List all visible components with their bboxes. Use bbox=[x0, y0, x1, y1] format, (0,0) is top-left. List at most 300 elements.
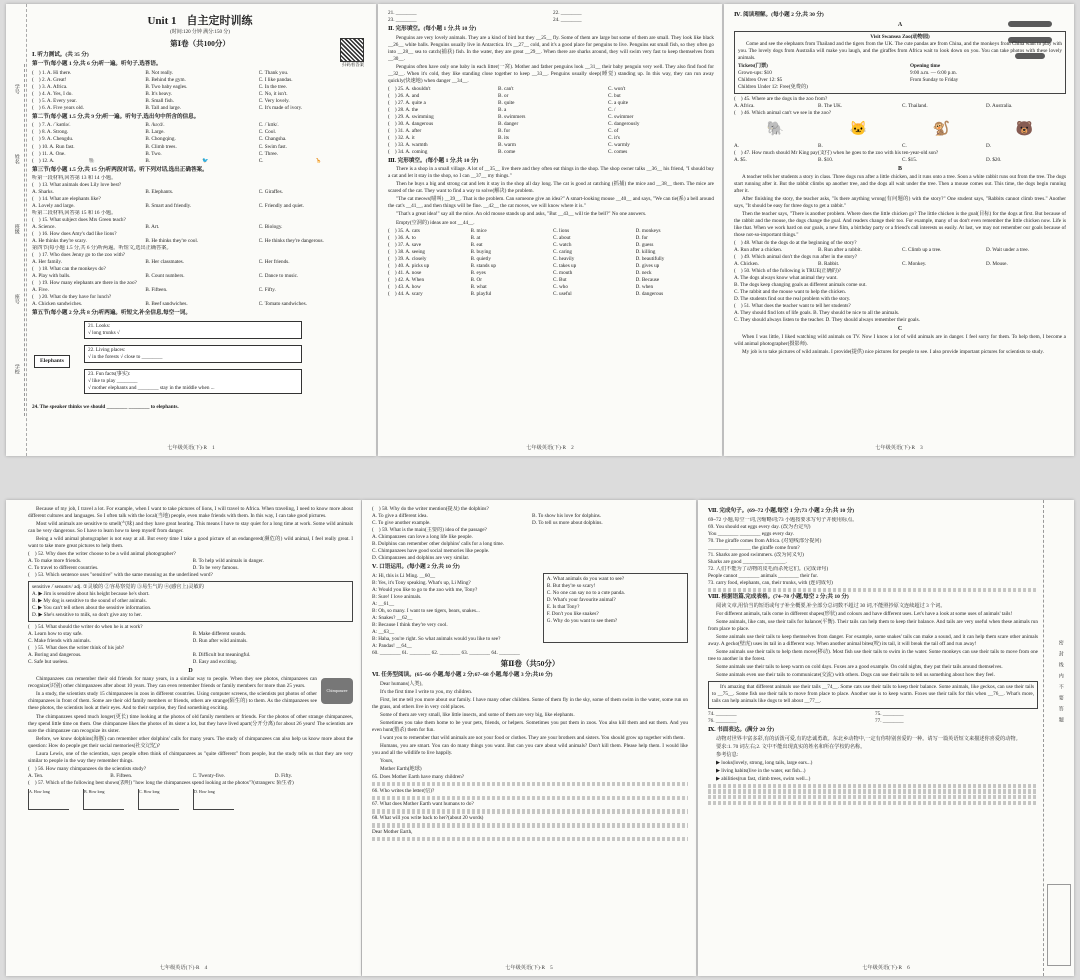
reading-passage bbox=[734, 174, 1066, 239]
question-line: ( ) 48. What do the dogs do at the beginning of the story? bbox=[734, 240, 857, 247]
option: ( ) 6. A. Five years old. bbox=[32, 104, 84, 111]
question-line: People cannot ________ animals ________ their fur. bbox=[708, 572, 818, 579]
option: D. Run after wild animals. bbox=[192, 638, 248, 645]
question-line: A: Pandas! __64__ bbox=[372, 642, 412, 649]
chart-options bbox=[28, 789, 353, 810]
option: C. mouth bbox=[553, 269, 573, 276]
option: C. Climb up a tree. bbox=[902, 247, 942, 254]
option: C. Cool. bbox=[258, 129, 277, 136]
option: C. Twenty-five. bbox=[192, 772, 226, 779]
options-row bbox=[388, 263, 714, 270]
exam-page-6 bbox=[698, 500, 1074, 976]
paragraph: "The cat meows(喵叫) __39__. That is the problem. Can someone give an idea?" A smart-looking mouse __40__ and says, "We can tie(系) a bell around the cat's __41__, and then things will be fine. __42__ the cat moves, we will know where it is." bbox=[388, 196, 714, 210]
question-list bbox=[708, 524, 1038, 587]
page-footer: 七年级英语(下)·R 4 bbox=[159, 964, 208, 971]
exam-page-5 bbox=[362, 500, 696, 976]
answer-line[interactable] bbox=[372, 823, 688, 827]
options-row bbox=[28, 652, 353, 659]
question-line: ( ) 16. How does Amy's dad like lions? bbox=[32, 231, 117, 238]
option: ( ) 27. A. quite a bbox=[388, 99, 426, 106]
question-line: A: Snakes? __62__ bbox=[372, 614, 413, 621]
options-row bbox=[32, 301, 368, 308]
question-line: D. The students find out the real problem with the story. bbox=[734, 296, 851, 303]
time-score-info: (时间:120 分钟 满分:150 分) bbox=[170, 29, 230, 35]
zoo-ad-box bbox=[734, 31, 1066, 94]
option: ( ) 1. A. Hi there. bbox=[32, 69, 72, 76]
option: B. Make different sounds. bbox=[192, 631, 247, 638]
option: C. It's made of ivory. bbox=[258, 104, 303, 111]
option: A. Chicken sandwiches. bbox=[32, 301, 83, 308]
bird-icon: 🐦 bbox=[202, 157, 209, 164]
chart-option-a: A. How long bbox=[28, 789, 69, 810]
option: D. when bbox=[635, 283, 654, 290]
question-line: ( ) 59. What is the main(主要的) idea of the passage? bbox=[372, 527, 487, 534]
question-line: 72. 人们不能为了动物的皮毛而杀死它们。(完成译句) bbox=[708, 565, 829, 572]
question-line: ( ) 55. What does the writer think of his job? bbox=[28, 645, 125, 652]
options-row bbox=[32, 91, 368, 98]
paragraph: There is a shop in a small village. A lot of __35__ live there and they often eat things in the shop. The shop owner talks __36__ his friend, "I should buy a cat and let it stay in the shop, so I can __37__ my things." bbox=[388, 166, 714, 180]
option: B. or bbox=[498, 92, 509, 99]
question: ( ) 46. Which animal can't we see in the zoo? bbox=[734, 109, 832, 116]
animal-picture-options bbox=[734, 120, 1066, 140]
volume-heading: 第Ⅱ卷（共50分） bbox=[500, 658, 560, 668]
answer-line[interactable] bbox=[372, 809, 688, 813]
answer-line[interactable] bbox=[372, 782, 688, 786]
answer-blanks: 74. ________ 75. ________ bbox=[708, 711, 904, 718]
option: C. Biology. bbox=[258, 224, 283, 231]
options-row bbox=[388, 100, 714, 107]
question-line: B: Because I think they're very cool. bbox=[372, 621, 448, 628]
question-line: ( ) 15. What subject does Mrs Green teach? bbox=[32, 217, 126, 224]
option: B. To show his love for dolphins. bbox=[532, 513, 601, 520]
paragraph: Sometimes you take them home to be your pets, friends, or helpers. Sometimes you put them in zoos. You also kill them and eat them. And you even hunt(猎杀) them for fun. bbox=[372, 719, 688, 733]
question-line: 69. You should eat eggs every day. (改为否定句) bbox=[708, 523, 811, 530]
question-24: 24. The speaker thinks we should ________ ________ to elephants. bbox=[32, 403, 179, 410]
option-list bbox=[388, 86, 714, 156]
answer-blanks: 21. ________ 22. ________ bbox=[388, 10, 582, 16]
options-row bbox=[32, 224, 368, 231]
options-row bbox=[28, 659, 353, 666]
option: A. To make more friends. bbox=[28, 558, 82, 565]
seal-column bbox=[1043, 500, 1074, 976]
option: D. neck bbox=[635, 269, 652, 276]
options-row bbox=[388, 142, 714, 149]
option: ( ) 4. A. Yes, I do. bbox=[32, 90, 73, 97]
option: C. Changsha. bbox=[258, 136, 287, 143]
paragraph: 参考信息: bbox=[716, 751, 739, 758]
options-row bbox=[28, 631, 353, 638]
options-row bbox=[32, 259, 368, 266]
options-row bbox=[32, 70, 368, 77]
option: C. Fifty. bbox=[258, 287, 276, 294]
sidebar-label: 学校 bbox=[13, 364, 19, 374]
paragraph: Dear humans(人类), bbox=[380, 680, 423, 687]
options-row bbox=[388, 242, 714, 249]
paragraph: Some animals use their tails to keep themselves from danger. For example, some snakes' tails can make a sound, and it can help them scare other animals away. A gecko(壁虎) uses its tail in a different way. When another animal bites(咬) its tail, it will break the tail off and run away! bbox=[708, 633, 1038, 647]
option: D. To tell us more about dolphins. bbox=[532, 520, 603, 527]
option: A. He thinks they're scary. bbox=[32, 238, 87, 245]
options-row bbox=[388, 107, 714, 114]
option: B. what bbox=[470, 283, 487, 290]
ticket-info: Tickets(门票) Grown-ups: $10 Children Over 12: $5 Children Under 12: Free(免费的) Opening time 9:00 a.m. — 6:00 p.m. From Sunday to Friday bbox=[738, 62, 959, 90]
option: C. In the tree. bbox=[258, 83, 288, 90]
paragraph: Humans, you are smart. You can do many things you want. But can you care about wild animals? Don't kill them. Please help them. I would like you and all the wildlife to live happily. bbox=[372, 742, 688, 756]
option: A. Run after a chicken. bbox=[734, 247, 783, 254]
option: C. But bbox=[553, 276, 567, 283]
section-heading: Ⅰ. 听力测试。(共 35 分) bbox=[32, 51, 89, 58]
question-list bbox=[32, 182, 368, 308]
mind-map-branch: 21. Looks: √ long trunks √ bbox=[84, 321, 302, 339]
section-heading: Ⅵ. 任务型阅读。(65~66 小题,每小题 2 分;67~68 小题,每小题 3 分;共10 分) bbox=[372, 671, 553, 678]
question-line: ( ) 20. What do they have for lunch? bbox=[32, 294, 112, 301]
option: B. Not really. bbox=[145, 69, 174, 76]
option: C. it's bbox=[608, 134, 620, 141]
bear-icon: 🐻 bbox=[1015, 121, 1034, 137]
option: B. buying bbox=[470, 248, 491, 255]
page-footer: 七年级英语(下)·R 5 bbox=[505, 964, 553, 971]
summary-box: It's amazing that different animals use their tails __74__. Some cats use their tails to keep their balance. Some animals, like geckos, can use their tails to __75__. Some fish use their tails to move from place to place. Another use is to keep warm. Foxes use their tails for this when __76__. What's more, tails can help animals like dogs to tell about __77__. bbox=[708, 681, 1038, 709]
options: A. Africa. B. The UK. C. Thailand. D. Australia. bbox=[734, 102, 1013, 109]
passage-label: C bbox=[897, 326, 903, 333]
question-line: Dear Mother Earth, bbox=[372, 828, 413, 835]
option: A. Chicken. bbox=[734, 261, 759, 268]
option: C. Her friends. bbox=[258, 259, 290, 266]
answer-line[interactable] bbox=[708, 784, 1038, 788]
option: B. Two baby eagles. bbox=[145, 83, 188, 90]
paragraph: First, let me tell you more about our family. I have many other children. Some of them fly in the sky, some of them swim in the water, some run on the grass, and others live in very cold places. bbox=[372, 696, 688, 710]
option: ( ) 5. A. Every year. bbox=[32, 97, 77, 104]
option: B. mice bbox=[470, 227, 487, 234]
option: D. Wait under a tree. bbox=[986, 247, 1029, 254]
question-line: ( ) 53. Which sentence uses "sensitive" with the same meaning as the underlined word? bbox=[28, 572, 213, 579]
paragraph: For different animals, tails come in different shapes(形状) and colours and have different uses. Let's have a look at some uses of animals' tails! bbox=[716, 610, 1013, 617]
question-line: A: __63__ bbox=[372, 628, 395, 635]
options-row bbox=[28, 565, 353, 572]
option: D. gives up bbox=[635, 262, 660, 269]
section-subheading: 第二节(每小题 1.5 分,共 9 分)听一遍。听句子,选出句中所含的信息。 bbox=[32, 113, 200, 120]
options-row bbox=[388, 270, 714, 277]
option: B. Climb trees. bbox=[145, 143, 177, 150]
option: D. Mouse. bbox=[986, 261, 1008, 268]
question-line: ( ) 54. What should the writer do when he is at work? bbox=[28, 624, 143, 631]
section-heading: Ⅸ. 书面表达。(满分 20 分) bbox=[708, 727, 774, 734]
option: B. quietly bbox=[470, 255, 491, 262]
option: D. Easy and exciting. bbox=[192, 659, 238, 666]
page-footer: 七年级英语(下)·R 3 bbox=[875, 444, 923, 451]
option: B. come bbox=[498, 148, 516, 155]
option: B. Fifteen. bbox=[110, 772, 133, 779]
section-heading: Ⅷ. 根据语篇,完成表格。(74~78 小题,每空 2 分;共 10 分) bbox=[708, 594, 849, 601]
mind-map bbox=[32, 321, 368, 401]
option: C. Monkey. bbox=[902, 261, 927, 268]
mind-map-branch: 22. Living places: √ in the forests √ close to ________ bbox=[84, 345, 302, 363]
question-line: ( ) 17. Who does Jenny go to the zoo with? bbox=[32, 252, 125, 259]
exam-page-1 bbox=[6, 4, 376, 456]
sidebar-label: 座号 bbox=[13, 294, 19, 304]
question-line: Sharks are good ________ ________. bbox=[708, 558, 787, 565]
question-list bbox=[32, 122, 368, 157]
question-line: D. Chimpanzees and dolphins are very similar. bbox=[372, 555, 470, 562]
question-line: A. What animals do you want to see? bbox=[546, 575, 625, 582]
question-line: 听第二段材料,回答第 15 和 16 小题。 bbox=[32, 210, 117, 217]
options-row bbox=[32, 144, 368, 151]
answer-line[interactable] bbox=[372, 796, 688, 800]
cloze-passage bbox=[388, 166, 714, 226]
option: C. / bbox=[608, 106, 616, 113]
option: B. quite bbox=[498, 99, 515, 106]
question-list bbox=[734, 240, 1066, 324]
options-row bbox=[388, 114, 714, 121]
paragraph: Then the teacher says, "There is another problem. Where does the little chicken go? The little chicken is the goal(目标) for the dogs at first. But because of the rabbit and the mouse, the dogs change the goal. And readers change their too. For example, many of us don't even remember the little chicken now. Life is like that. When we work hard on our goals, a new film, a birthday party or a friend's call interests us easily. At last, we may not remember our goals because of those not-so-important things." bbox=[734, 211, 1066, 239]
options-row bbox=[734, 261, 1066, 268]
question-list bbox=[28, 551, 353, 579]
options-row bbox=[388, 277, 714, 284]
question-line: A: Hi, this is Li Ming. __60__ bbox=[372, 572, 436, 579]
question-line: ________ ________ the giraffe come from? bbox=[708, 544, 800, 551]
option: D. Fifty. bbox=[274, 772, 293, 779]
paragraph: A teacher tells her students a story in class. Three dogs run after a little chicken, and it runs onto a tree. Soon a white rabbit runs out from the tree. The dogs start running after it. But the rabbit climbs up another tree, and the dogs all wait under the tree. Then a mouse comes out. This time, the dogs begin running after it. bbox=[734, 173, 1066, 194]
option: B. Run after a rabbit. bbox=[818, 247, 862, 254]
option: D. guess bbox=[635, 241, 654, 248]
answer-blanks: 76. ________ 77. ________ bbox=[708, 718, 904, 725]
option: D. killing bbox=[635, 248, 656, 255]
options-row bbox=[388, 228, 714, 235]
option: C. dangerously bbox=[608, 120, 640, 127]
paragraph: After finishing the story, the teacher asks, "Is there anything wrong(有问题的) with the story?" One student says, "Rabbits cannot climb trees." Another says, "It should be easy for three dogs to get a rabbit." bbox=[734, 196, 1066, 210]
option: B. its bbox=[498, 134, 509, 141]
paragraph: Before, we know dolphins(海豚) can remember other dolphins' calls for many years. The study of chimpanzees can also help us know more about the question: How do people get their social memories(社交记忆)? bbox=[28, 735, 353, 749]
option: C. /ˈkʊk/. bbox=[258, 122, 279, 129]
option: D. dangerous bbox=[635, 290, 664, 297]
letter-passage bbox=[372, 681, 688, 773]
monkey-icon: 🐒 bbox=[932, 121, 951, 137]
option: ( ) 37. A. save bbox=[388, 241, 421, 248]
options-row bbox=[32, 287, 368, 294]
option: C. Tomato sandwiches. bbox=[258, 301, 307, 308]
section-subheading: 第五节(每小题 2 分,共 8 分)听两遍。听短文,补全信息,每空一词。 bbox=[32, 310, 191, 317]
paragraph: Some of them are very small, like little insects, and some of them are very big, like elephants. bbox=[380, 711, 575, 718]
question-line: 65. Does Mother Earth have many children? bbox=[372, 773, 465, 780]
paragraph: The chimpanzees spend much longer(更长) time looking at the photos of old family members or friends. For the photos of other strange chimpanzees, they spend little time on them. One chimpanzee likes the photos of its sister a lot, but they have lived apart(分开分离) for about 26 years! The scientists are sure the chimpanzee can recognize its sister. bbox=[28, 713, 353, 734]
option: B. a bbox=[498, 106, 507, 113]
option: C. Swim fast. bbox=[258, 143, 287, 150]
options-row bbox=[32, 136, 368, 143]
answer-line[interactable] bbox=[708, 789, 1038, 793]
option: C. Very lovely. bbox=[258, 97, 290, 104]
question-line: ( ) 52. Why does the writer choose to be a wild animal photographer? bbox=[28, 551, 176, 558]
score-grid bbox=[1047, 884, 1071, 966]
question-line: F. Don't you like snakes? bbox=[546, 610, 599, 617]
options-row bbox=[372, 513, 688, 520]
page-footer: 七年级英语(下)·R 1 bbox=[167, 444, 215, 451]
question-line: 第四节(每小题 1.5 分,共 6 分)听两遍。听短文,选出正确答案。 bbox=[32, 245, 172, 252]
reading-passage bbox=[28, 506, 353, 550]
question-line: ( ) 57. Which of the following best shows(表明) "how long the chimpanzees spend looking at the photos"?(strangers: 陌生者) bbox=[28, 779, 294, 786]
question-list bbox=[28, 766, 353, 787]
question-line: G. Why do you want to see them? bbox=[546, 617, 618, 624]
question-line: B: Haha, you're right. So what animals would you like to see? bbox=[372, 635, 501, 642]
box-text: Come and see the elephants from Thailand and the tigers from the UK. The cute pandas are from China, and the monkeys from China want to play with you. The lovely dogs from Australia will make you laugh, and the giraffes from Africa wait to look down on you. You can take photos with these lovely animals. bbox=[738, 40, 1062, 61]
question-line: C. No one can say no to a cute panda. bbox=[546, 589, 625, 596]
options-row bbox=[28, 773, 353, 780]
question: ( ) 47. How much should Mr King pay(支付) when he goes to the zoo with his ten-year-old son? bbox=[734, 149, 939, 156]
option: ( ) 29. A. swimming bbox=[388, 113, 434, 120]
option: ( ) 41. A. nose bbox=[388, 269, 422, 276]
option: C. warmly bbox=[608, 141, 630, 148]
options-row bbox=[388, 128, 714, 135]
question-line: C. They should always listen to the teacher. D. They should always remember their goals. bbox=[734, 317, 920, 324]
options-row bbox=[388, 249, 714, 256]
paragraph: Because of my job, I travel a lot. For example, when I want to take pictures of lions, I will travel to Africa. When traveling, I need to know more about different cultures and languages. So I often talk with the local(当地) people, even make friends with them. In this way, I can take good pictures. bbox=[28, 506, 353, 520]
page-title: Unit 1 自主定时训练 bbox=[147, 15, 253, 27]
answer-line[interactable] bbox=[708, 795, 1038, 799]
option: B. /kəːd/. bbox=[145, 122, 165, 129]
option: ( ) 9. A. Chengdu. bbox=[32, 136, 74, 143]
options-row bbox=[32, 98, 368, 105]
sidebar-label: 姓名 bbox=[13, 154, 19, 164]
option: B. warm bbox=[498, 141, 516, 148]
option: B. Chongqing. bbox=[145, 136, 176, 143]
option: B. eyes bbox=[470, 269, 486, 276]
section-heading: Ⅴ. 口语运用。(每小题 2 分,共 10 分) bbox=[372, 564, 460, 571]
dialogue-options bbox=[543, 573, 688, 643]
options-row bbox=[388, 93, 714, 100]
option: C. useful bbox=[553, 290, 572, 297]
options-row bbox=[32, 238, 368, 245]
option: ( ) 43. A. how bbox=[388, 283, 421, 290]
mind-map-center: Elephants bbox=[34, 355, 70, 369]
section-heading: Ⅲ. 完形填空。(每小题 1 分,共 10 分) bbox=[388, 157, 479, 164]
option: ( ) 8. A. Strong. bbox=[32, 129, 69, 136]
option: C. caring bbox=[553, 248, 573, 255]
paragraph: My job is to take pictures of wild animals. I provide(提供) nice pictures for people to see. I also provide important pictures for scientists to study. bbox=[742, 349, 1044, 356]
option: A. Five. bbox=[32, 287, 49, 294]
volume-heading: 第Ⅰ卷（共100分） bbox=[170, 38, 230, 48]
paragraph: ▶ living habits(live in the water, eat fish...) bbox=[716, 767, 806, 774]
box-title: Visit Swansea Zoo(动物园) bbox=[870, 33, 930, 40]
question-line: ( ) 50. Which of the following is TRUE(正确的)? bbox=[734, 268, 841, 275]
paragraph: 动物对世界丰富多彩,有的活泼可爱,有的忠诚勇敢。东北乡动物中,一定有你特别喜爱的一种。请写一篇英语短文来描述你喜爱的动物。 bbox=[716, 735, 1021, 742]
option: C. Safe but useless. bbox=[28, 659, 69, 666]
page-footer: 七年级英语(下)·R 6 bbox=[862, 964, 910, 971]
option: B. Art. bbox=[145, 224, 160, 231]
question-line: B. Dolphins can remember other dolphins' calls for a long time. bbox=[372, 541, 505, 548]
question-line: ( ) 49. Which animal don't the dogs run after in the story? bbox=[734, 254, 858, 261]
option: C. Giraffes. bbox=[258, 189, 283, 196]
exam-page-3 bbox=[724, 4, 1074, 456]
option: A. To give a different idea. bbox=[372, 513, 428, 520]
option: B. Elephants. bbox=[145, 189, 174, 196]
option: B. can't bbox=[498, 85, 514, 92]
paragraph: Then he buys a big and strong cat and lets it stay in the shop all day long. The cat is good at catching (抓捕) the mice and __38__ them. The mice are scared of the cat. They want to find a way to solve(解决) the problem. bbox=[388, 181, 714, 195]
option: B. Her classmates. bbox=[145, 259, 184, 266]
option: D. for bbox=[635, 234, 648, 241]
option: D. beautifully bbox=[635, 255, 665, 262]
option: ( ) 44. A. scary bbox=[388, 290, 423, 297]
elephant-icon: 🐘 bbox=[88, 157, 96, 164]
option: C. Thank you. bbox=[258, 69, 289, 76]
sidebar-label: 班级 bbox=[13, 224, 19, 234]
options-row bbox=[28, 638, 353, 645]
paragraph: Penguins are very lovely animals. They are a kind of bird but they __25__ fly. Some of them are large but some of them are small. They look like black __26__ white balls. Penguins usually live in Antarctica. It's __27__ cold, and it's a good place for penguins to live. Penguins eat small fish, so they often go into __28__ sea to catch(捕获) fish. In the water, they are great __29__. When there are sharks around, they will swim very fast to keep themselves from __30__. bbox=[388, 34, 714, 62]
option: B. Or bbox=[470, 276, 483, 283]
options-row bbox=[388, 135, 714, 142]
question-line: B: Yes, it's Tony speaking. What's up, Li Ming? bbox=[372, 579, 471, 586]
option: C. about bbox=[553, 234, 571, 241]
cloze-passage bbox=[388, 35, 714, 85]
question-line: 70. The giraffe comes from Africa. (对划线部分提问) bbox=[708, 537, 822, 544]
answer-line[interactable] bbox=[372, 837, 688, 841]
question-line: ( ) 13. What animals does Lily love best? bbox=[32, 182, 122, 189]
chimpanzee-photo: Chimpanzee bbox=[321, 678, 353, 704]
option: ( ) 36. A. to bbox=[388, 234, 416, 241]
question-line: E. Is that Tony? bbox=[546, 603, 580, 610]
mind-map-branch: 23. Fun facts(事实): √ like to play ________ √ mother elephants and ________ stay in the middle when ... bbox=[84, 369, 302, 394]
writing-prompt bbox=[708, 736, 1038, 783]
question-line: ( ) 14. What are elephants like? bbox=[32, 196, 101, 203]
answer-line[interactable] bbox=[708, 588, 1038, 592]
option: B. Small fish. bbox=[145, 97, 174, 104]
section-heading: Ⅱ. 完形填空。(每小题 1 分,共 10 分) bbox=[388, 26, 477, 33]
paragraph: Some animals, like cats, use their tails for balance(平衡). Their tails can help them to keep their balance. And tails are very useful when these animals run from place to place. bbox=[708, 618, 1038, 632]
option: B. Fifteen. bbox=[145, 287, 168, 294]
option: ( ) 39. A. closely bbox=[388, 255, 427, 262]
question-list bbox=[28, 624, 353, 666]
option: B. Tall and large. bbox=[145, 104, 181, 111]
paragraph: In a study, the scientists study 15 chimpanzees in zoos in different countries. Using computer screens, the scientists put photos of other chimpanzees in front of them. Some are their old family members or friends, others are strange(陌生的) to them. As the chimpanzees see these photos, the scientists look at their eyes. And to their surprise, they find something exciting. bbox=[28, 691, 317, 712]
option: C. lions bbox=[553, 227, 570, 234]
option: ( ) 40. A. picks up bbox=[388, 262, 430, 269]
option: B. It's heavy. bbox=[145, 90, 173, 97]
options-row bbox=[32, 129, 368, 136]
option: A. Her family. bbox=[32, 259, 62, 266]
sidebar-label: 学号 bbox=[13, 84, 19, 94]
option: A. Play with balls. bbox=[32, 273, 71, 280]
passage-label: D bbox=[188, 668, 193, 675]
option: C. comes bbox=[608, 148, 628, 155]
option: B. stands up bbox=[470, 262, 497, 269]
option: D. monkeys bbox=[635, 227, 661, 234]
answer-line[interactable] bbox=[708, 801, 1038, 805]
paragraph: Chimpanzees can remember their old friends for many years, in a similar way to people. When they see photos, chimpanzees can recognize(识别) other chimpanzees after about 10 years. They can even remember friends or family members for more than 25 years. bbox=[28, 676, 317, 690]
option: A. Sharks. bbox=[32, 189, 54, 196]
options: A. $5. B. $10. C. $15. D. $20. bbox=[734, 156, 1002, 163]
option: C. To travel to different countries. bbox=[28, 565, 99, 572]
instruction: 听第一段材料,回答第 13 和 14 小题。 bbox=[32, 175, 117, 182]
option: ( ) 32. A. it bbox=[388, 134, 415, 141]
option: A. Ten. bbox=[28, 772, 44, 779]
question-line: B. The dogs keep changing goals as different animals come out. bbox=[734, 282, 867, 289]
option: ( ) 35. A. cats bbox=[388, 227, 420, 234]
options-row bbox=[388, 121, 714, 128]
question-line: A. The dogs always know what animal they want. bbox=[734, 275, 838, 282]
chart-option-c: C. How long bbox=[138, 789, 179, 810]
paragraph: I want you to remember that wild animals are not your food or clothes. They are your brothers and sisters. You should grow up together with them. bbox=[380, 734, 685, 741]
passage-label: B bbox=[897, 165, 902, 172]
option: ( ) 26. A. and bbox=[388, 92, 420, 99]
option: B. Beef sandwiches. bbox=[145, 301, 188, 308]
passage-label: A bbox=[897, 21, 903, 28]
question-line: ( ) 18. What can the monkeys do? bbox=[32, 266, 106, 273]
option: B. Smart and friendly. bbox=[145, 203, 192, 210]
option: ( ) 33. A. warmth bbox=[388, 141, 428, 148]
question-list bbox=[32, 70, 368, 112]
paragraph: It's the first time I write to you, my children. bbox=[380, 688, 473, 695]
picture-question: ( ) 12. A. 🐘 B. 🐦 C. 🦒 bbox=[32, 158, 368, 165]
reading-passage bbox=[734, 334, 1066, 356]
option: C. who bbox=[553, 283, 568, 290]
question-line: B: Oh, so many. I want to see tigers, bears, snakes... bbox=[372, 607, 480, 614]
